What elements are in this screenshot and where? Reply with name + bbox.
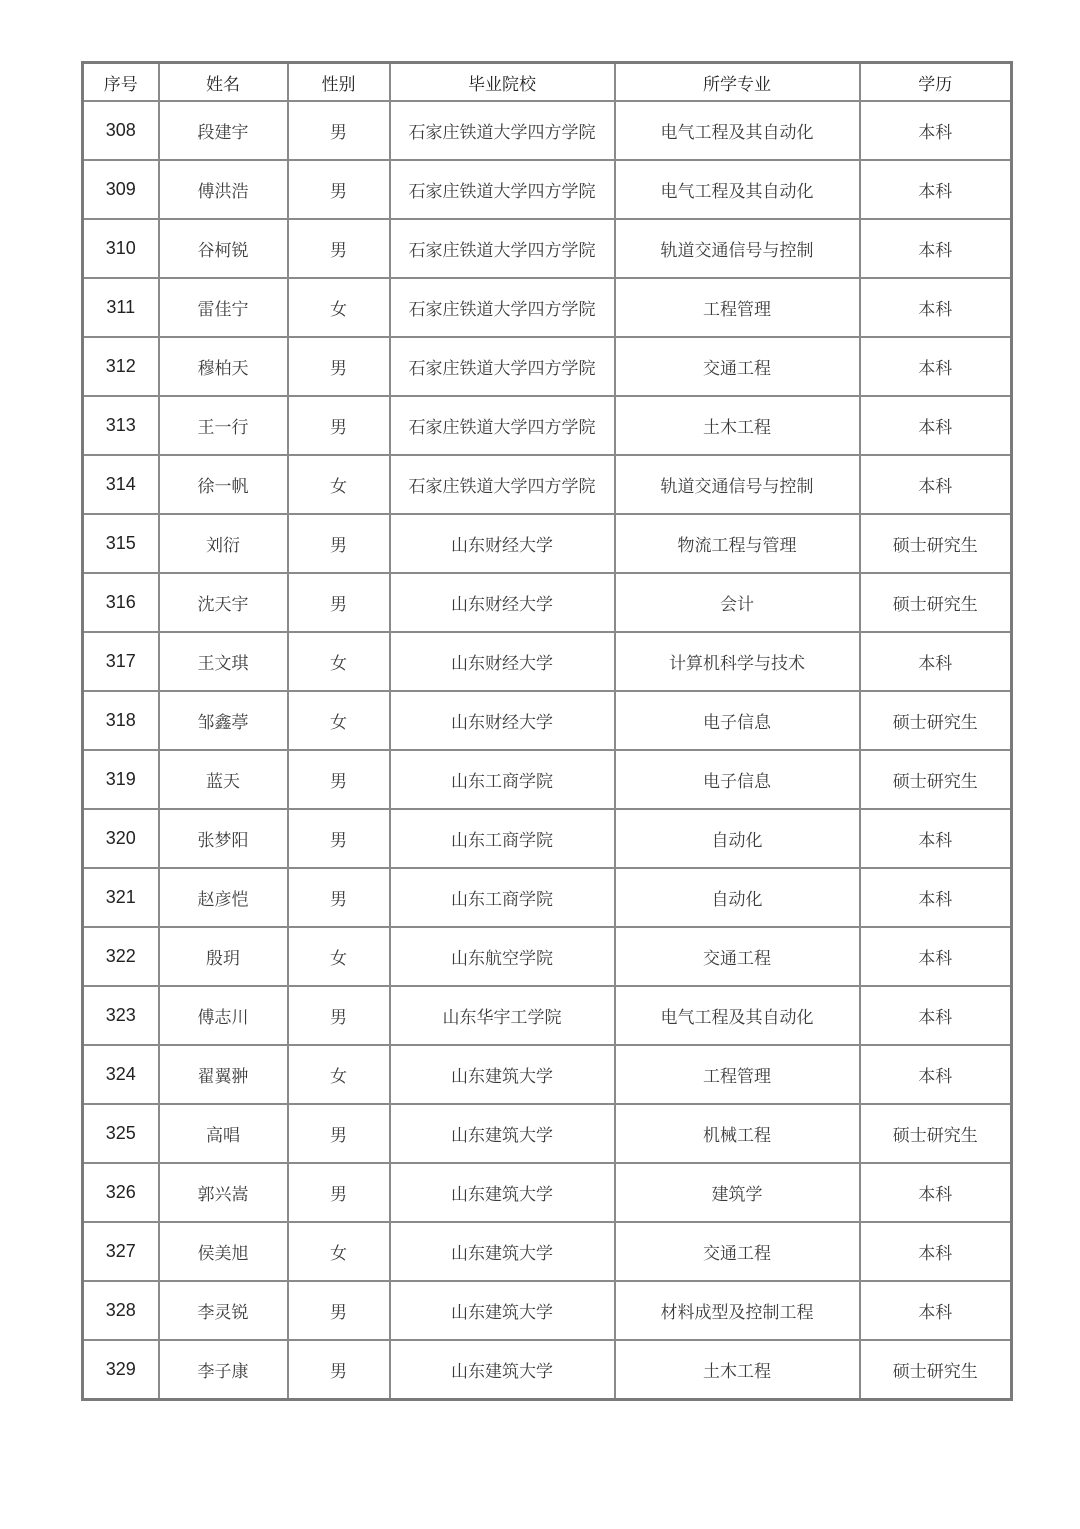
cell-name: 郭兴嵩	[159, 1163, 288, 1222]
table-row	[83, 986, 1012, 1045]
cell-degree: 本科	[860, 160, 1012, 219]
cell-degree: 本科	[860, 455, 1012, 514]
cell-name: 徐一帆	[159, 455, 288, 514]
cell-school: 山东建筑大学	[390, 1104, 615, 1163]
cell-major: 交通工程	[615, 927, 860, 986]
table-row	[83, 573, 1012, 632]
cell-major: 轨道交通信号与控制	[615, 219, 860, 278]
cell-major: 工程管理	[615, 1045, 860, 1104]
cell-index: 321	[83, 868, 159, 927]
cell-school: 山东工商学院	[390, 868, 615, 927]
cell-index: 315	[83, 514, 159, 573]
roster-table-container	[81, 61, 1010, 1401]
cell-school: 山东建筑大学	[390, 1340, 615, 1400]
cell-school: 山东华宇工学院	[390, 986, 615, 1045]
cell-index: 313	[83, 396, 159, 455]
cell-school: 石家庄铁道大学四方学院	[390, 278, 615, 337]
cell-school: 山东工商学院	[390, 809, 615, 868]
cell-major: 机械工程	[615, 1104, 860, 1163]
cell-major: 土木工程	[615, 396, 860, 455]
table-header	[83, 63, 1012, 102]
cell-major: 会计	[615, 573, 860, 632]
cell-name: 赵彦恺	[159, 868, 288, 927]
cell-school: 山东财经大学	[390, 632, 615, 691]
cell-gender: 男	[288, 160, 390, 219]
header-name: 姓名	[159, 63, 288, 102]
cell-major: 电气工程及其自动化	[615, 101, 860, 160]
cell-gender: 女	[288, 927, 390, 986]
cell-gender: 男	[288, 1104, 390, 1163]
cell-name: 张梦阳	[159, 809, 288, 868]
cell-degree: 硕士研究生	[860, 1104, 1012, 1163]
cell-index: 322	[83, 927, 159, 986]
cell-gender: 男	[288, 1340, 390, 1400]
cell-degree: 硕士研究生	[860, 691, 1012, 750]
cell-degree: 本科	[860, 101, 1012, 160]
cell-index: 323	[83, 986, 159, 1045]
table-row	[83, 691, 1012, 750]
cell-degree: 硕士研究生	[860, 1340, 1012, 1400]
cell-school: 山东建筑大学	[390, 1222, 615, 1281]
cell-index: 327	[83, 1222, 159, 1281]
cell-gender: 男	[288, 396, 390, 455]
header-index: 序号	[83, 63, 159, 102]
cell-degree: 本科	[860, 278, 1012, 337]
cell-name: 李灵锐	[159, 1281, 288, 1340]
table-row	[83, 396, 1012, 455]
table-row	[83, 514, 1012, 573]
cell-gender: 男	[288, 337, 390, 396]
cell-index: 328	[83, 1281, 159, 1340]
cell-degree: 本科	[860, 219, 1012, 278]
cell-school: 山东航空学院	[390, 927, 615, 986]
header-degree: 学历	[860, 63, 1012, 102]
cell-gender: 女	[288, 691, 390, 750]
cell-degree: 本科	[860, 396, 1012, 455]
cell-degree: 本科	[860, 1281, 1012, 1340]
cell-school: 石家庄铁道大学四方学院	[390, 219, 615, 278]
cell-index: 310	[83, 219, 159, 278]
header-row	[83, 63, 1012, 102]
table-row	[83, 632, 1012, 691]
cell-major: 电气工程及其自动化	[615, 160, 860, 219]
cell-major: 物流工程与管理	[615, 514, 860, 573]
cell-school: 石家庄铁道大学四方学院	[390, 101, 615, 160]
roster-table	[81, 61, 1013, 1401]
cell-gender: 女	[288, 632, 390, 691]
cell-index: 318	[83, 691, 159, 750]
cell-degree: 硕士研究生	[860, 750, 1012, 809]
cell-index: 308	[83, 101, 159, 160]
cell-major: 建筑学	[615, 1163, 860, 1222]
cell-index: 316	[83, 573, 159, 632]
cell-major: 材料成型及控制工程	[615, 1281, 860, 1340]
cell-index: 320	[83, 809, 159, 868]
cell-name: 穆柏天	[159, 337, 288, 396]
cell-index: 325	[83, 1104, 159, 1163]
cell-index: 312	[83, 337, 159, 396]
cell-name: 高唱	[159, 1104, 288, 1163]
cell-school: 山东工商学院	[390, 750, 615, 809]
table-row	[83, 1340, 1012, 1400]
cell-school: 山东建筑大学	[390, 1163, 615, 1222]
cell-major: 电气工程及其自动化	[615, 986, 860, 1045]
cell-major: 电子信息	[615, 750, 860, 809]
cell-major: 土木工程	[615, 1340, 860, 1400]
header-major: 所学专业	[615, 63, 860, 102]
cell-degree: 本科	[860, 868, 1012, 927]
cell-school: 山东财经大学	[390, 573, 615, 632]
table-row	[83, 219, 1012, 278]
table-row	[83, 278, 1012, 337]
cell-gender: 男	[288, 1163, 390, 1222]
cell-degree: 硕士研究生	[860, 514, 1012, 573]
cell-gender: 男	[288, 101, 390, 160]
cell-gender: 男	[288, 868, 390, 927]
cell-degree: 本科	[860, 632, 1012, 691]
cell-name: 沈天宇	[159, 573, 288, 632]
table-row	[83, 868, 1012, 927]
header-gender: 性别	[288, 63, 390, 102]
cell-degree: 本科	[860, 337, 1012, 396]
table-row	[83, 1281, 1012, 1340]
cell-index: 319	[83, 750, 159, 809]
cell-name: 王文琪	[159, 632, 288, 691]
cell-school: 石家庄铁道大学四方学院	[390, 160, 615, 219]
table-row	[83, 455, 1012, 514]
table-row	[83, 809, 1012, 868]
cell-gender: 男	[288, 809, 390, 868]
cell-index: 329	[83, 1340, 159, 1400]
cell-index: 317	[83, 632, 159, 691]
cell-school: 山东财经大学	[390, 514, 615, 573]
cell-name: 段建宇	[159, 101, 288, 160]
cell-name: 殷玥	[159, 927, 288, 986]
cell-index: 314	[83, 455, 159, 514]
table-body	[83, 101, 1012, 1400]
cell-index: 324	[83, 1045, 159, 1104]
cell-major: 交通工程	[615, 337, 860, 396]
table-row	[83, 1222, 1012, 1281]
cell-gender: 男	[288, 573, 390, 632]
cell-name: 刘衍	[159, 514, 288, 573]
cell-degree: 本科	[860, 986, 1012, 1045]
header-school: 毕业院校	[390, 63, 615, 102]
table-row	[83, 1045, 1012, 1104]
table-row	[83, 101, 1012, 160]
cell-gender: 男	[288, 1281, 390, 1340]
cell-school: 山东建筑大学	[390, 1281, 615, 1340]
table-row	[83, 1104, 1012, 1163]
cell-index: 309	[83, 160, 159, 219]
cell-gender: 男	[288, 219, 390, 278]
cell-school: 石家庄铁道大学四方学院	[390, 396, 615, 455]
cell-major: 计算机科学与技术	[615, 632, 860, 691]
cell-major: 电子信息	[615, 691, 860, 750]
cell-name: 雷佳宁	[159, 278, 288, 337]
cell-degree: 本科	[860, 1222, 1012, 1281]
cell-major: 轨道交通信号与控制	[615, 455, 860, 514]
cell-gender: 女	[288, 1222, 390, 1281]
cell-name: 傅洪浩	[159, 160, 288, 219]
cell-name: 谷柯锐	[159, 219, 288, 278]
cell-major: 自动化	[615, 868, 860, 927]
cell-name: 傅志川	[159, 986, 288, 1045]
table-row	[83, 337, 1012, 396]
cell-major: 自动化	[615, 809, 860, 868]
cell-name: 侯美旭	[159, 1222, 288, 1281]
cell-name: 邹鑫葶	[159, 691, 288, 750]
cell-school: 石家庄铁道大学四方学院	[390, 337, 615, 396]
cell-gender: 女	[288, 1045, 390, 1104]
cell-school: 石家庄铁道大学四方学院	[390, 455, 615, 514]
table-row	[83, 160, 1012, 219]
cell-name: 蓝天	[159, 750, 288, 809]
cell-degree: 硕士研究生	[860, 573, 1012, 632]
table-row	[83, 750, 1012, 809]
cell-major: 交通工程	[615, 1222, 860, 1281]
cell-gender: 男	[288, 750, 390, 809]
cell-school: 山东财经大学	[390, 691, 615, 750]
cell-degree: 本科	[860, 809, 1012, 868]
cell-gender: 女	[288, 278, 390, 337]
cell-index: 326	[83, 1163, 159, 1222]
cell-gender: 男	[288, 986, 390, 1045]
cell-index: 311	[83, 278, 159, 337]
cell-degree: 本科	[860, 927, 1012, 986]
cell-degree: 本科	[860, 1045, 1012, 1104]
cell-gender: 男	[288, 514, 390, 573]
cell-degree: 本科	[860, 1163, 1012, 1222]
cell-school: 山东建筑大学	[390, 1045, 615, 1104]
table-row	[83, 1163, 1012, 1222]
cell-name: 李子康	[159, 1340, 288, 1400]
table-row	[83, 927, 1012, 986]
cell-name: 王一行	[159, 396, 288, 455]
cell-gender: 女	[288, 455, 390, 514]
cell-name: 翟翼翀	[159, 1045, 288, 1104]
cell-major: 工程管理	[615, 278, 860, 337]
